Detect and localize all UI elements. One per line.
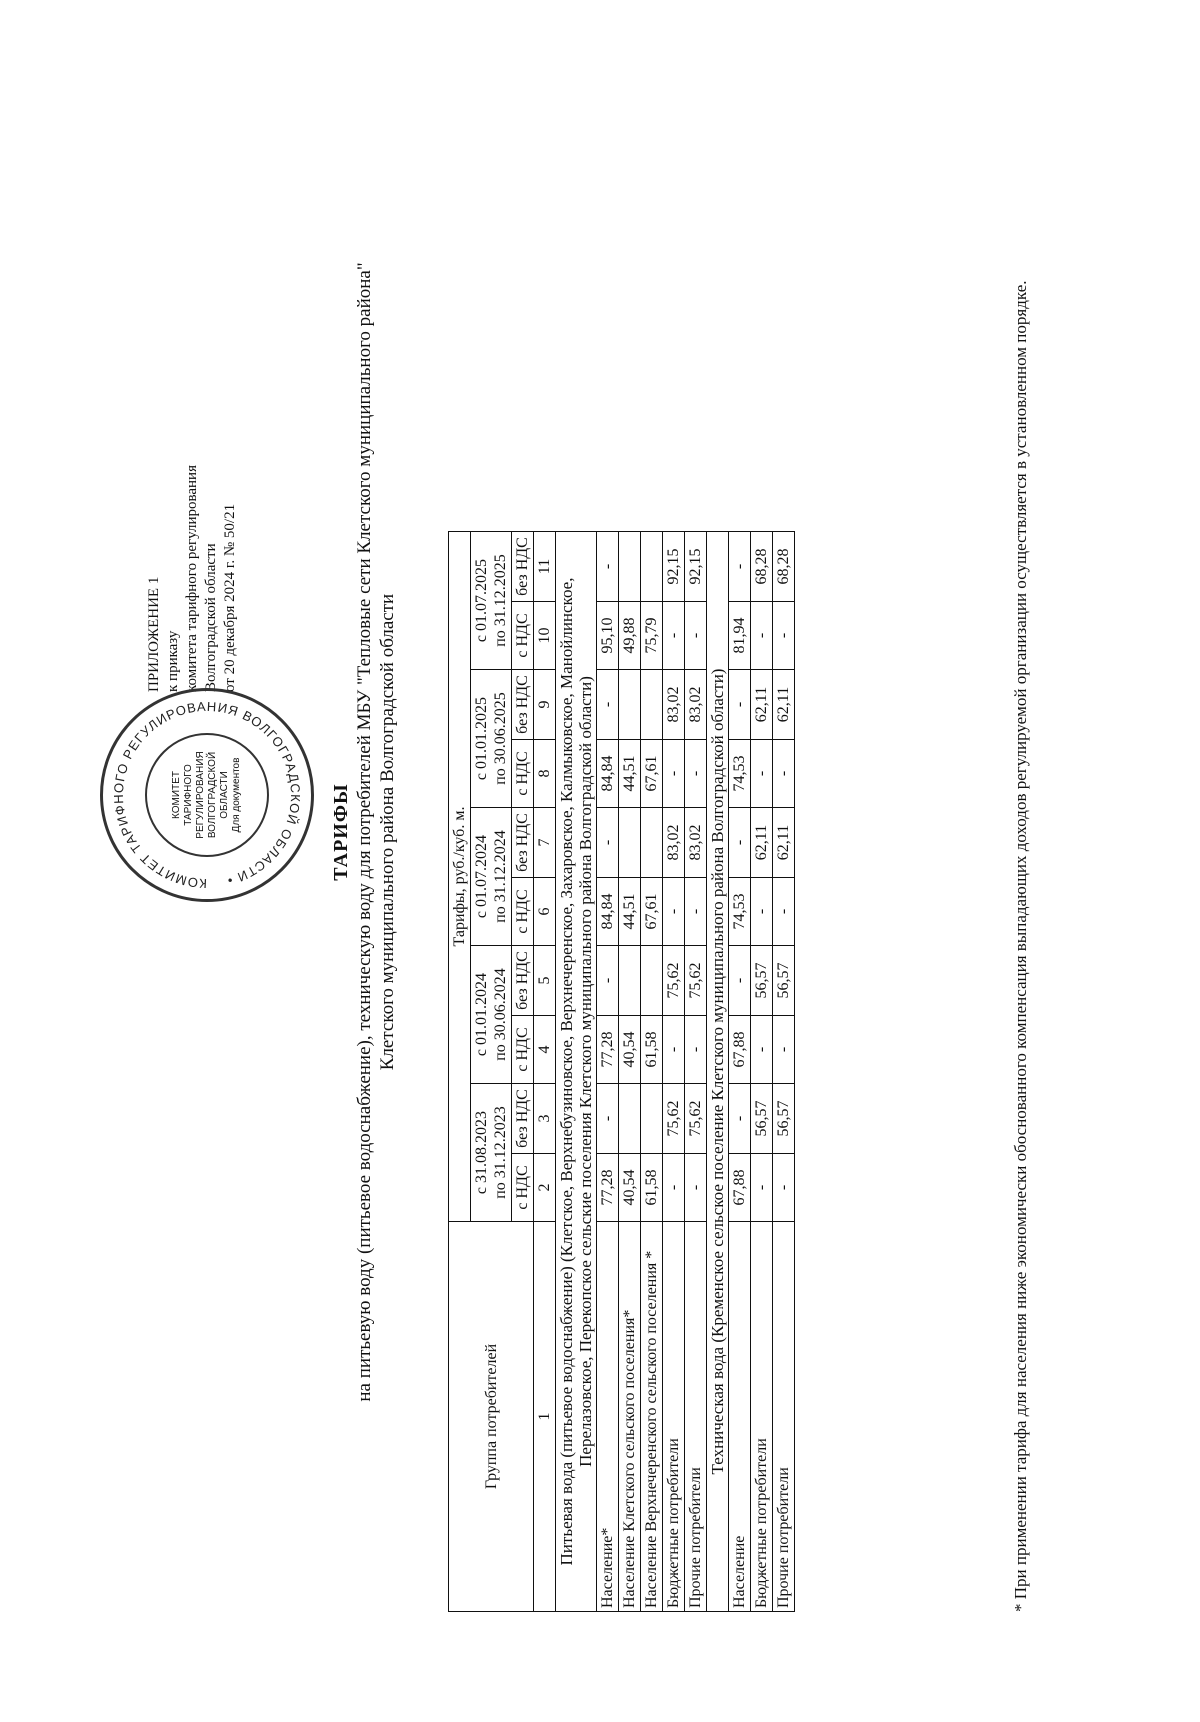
tariff-value-cell: -	[773, 1154, 795, 1222]
consumer-group-cell: Население	[729, 1222, 751, 1612]
tariff-value-cell: 40,54	[619, 1154, 641, 1222]
period-header	[471, 670, 512, 808]
tariff-value-cell: -	[751, 1016, 773, 1084]
tariff-value-cell: 83,02	[663, 808, 685, 878]
period-header	[471, 808, 512, 946]
tariff-value-cell: -	[751, 878, 773, 946]
tariff-value-cell: 74,53	[729, 740, 751, 808]
column-number: 7	[534, 808, 556, 878]
tariff-value-cell: -	[729, 946, 751, 1016]
tariff-value-cell	[641, 1084, 663, 1154]
period-line: с 01.01.2025	[473, 696, 490, 781]
tariff-value-cell	[619, 1084, 641, 1154]
seal-line: КОМИТЕТ	[171, 771, 182, 819]
tariff-value-cell: 62,11	[773, 808, 795, 878]
tariff-value-cell: -	[663, 1016, 685, 1084]
tariff-value-cell: -	[663, 602, 685, 670]
vat-without-header: без НДС	[512, 1084, 534, 1154]
appendix-line: комитета тарифного регулирования	[184, 465, 200, 692]
tariff-value-cell: -	[663, 878, 685, 946]
vat-with-header: с НДС	[512, 740, 534, 808]
tariff-value-cell: -	[773, 878, 795, 946]
column-number: 1	[534, 1222, 556, 1612]
tariff-value-cell: 67,88	[729, 1016, 751, 1084]
vat-without-header: без НДС	[512, 946, 534, 1016]
tariff-value-cell: -	[751, 740, 773, 808]
tariff-value-cell: 67,88	[729, 1154, 751, 1222]
table-row	[641, 532, 663, 1612]
tariff-value-cell: 77,28	[597, 1154, 619, 1222]
period-header	[471, 532, 512, 670]
tariff-value-cell	[641, 670, 663, 740]
consumer-group-cell: Бюджетные потребители	[663, 1222, 685, 1612]
tariff-value-cell: -	[729, 670, 751, 740]
period-line: по 31.12.2025	[492, 554, 509, 647]
table-row	[597, 532, 619, 1612]
tariff-value-cell: -	[597, 532, 619, 602]
tariff-value-cell: 56,57	[751, 1084, 773, 1154]
tariff-value-cell: 44,51	[619, 740, 641, 808]
tariff-value-cell: 62,11	[773, 670, 795, 740]
seal-line: Для документов	[231, 757, 242, 833]
tariff-value-cell: 68,28	[773, 532, 795, 602]
period-line: по 30.06.2024	[492, 968, 509, 1061]
tariff-value-cell: 62,11	[751, 808, 773, 878]
document-title: ТАРИФЫ	[330, 783, 352, 881]
tariff-value-cell: 83,02	[685, 808, 707, 878]
tariff-value-cell: 56,57	[773, 946, 795, 1016]
tariff-value-cell: 61,58	[641, 1016, 663, 1084]
tariff-value-cell: 74,53	[729, 878, 751, 946]
table-row	[751, 532, 773, 1612]
column-number: 6	[534, 878, 556, 946]
column-number: 5	[534, 946, 556, 1016]
tariff-value-cell: 56,57	[773, 1084, 795, 1154]
tariff-value-cell: 83,02	[685, 670, 707, 740]
table-row	[685, 532, 707, 1612]
vat-with-header: с НДС	[512, 878, 534, 946]
appendix-line: от 20 декабря 2024 г. № 50/21	[222, 503, 238, 692]
tariff-value-cell: 67,61	[641, 878, 663, 946]
tariff-table	[448, 531, 795, 1612]
svg-text:КОМИТЕТ ТАРИФНОГО РЕГУЛИРОВАНИ: КОМИТЕТ ТАРИФНОГО РЕГУЛИРОВАНИЯ ВОЛГОГРАДСКОЙ ОБЛАСТИ •	[110, 698, 304, 892]
tariff-value-cell: 92,15	[663, 532, 685, 602]
consumer-group-cell: Население Клетского сельского поселения*	[619, 1222, 641, 1612]
subtitle-line: Клетского муниципального района Волгоградской области	[377, 593, 398, 1071]
tariff-value-cell: -	[685, 1154, 707, 1222]
tariff-value-cell: 62,11	[751, 670, 773, 740]
section-title: Техническая вода (Кременское сельское поселение Клетского муниципального района Волгоградской области)	[707, 532, 729, 1612]
section-row	[707, 532, 729, 1612]
tariff-value-cell: 83,02	[663, 670, 685, 740]
tariff-value-cell	[619, 808, 641, 878]
tariff-value-cell: 81,94	[729, 602, 751, 670]
appendix-line: к приказу	[165, 630, 181, 692]
period-line: с 01.07.2024	[473, 834, 490, 919]
tariff-value-cell: -	[773, 1016, 795, 1084]
tariff-value-cell: 75,62	[685, 1084, 707, 1154]
period-line: по 30.06.2025	[492, 692, 509, 785]
table-row	[729, 532, 751, 1612]
table-row	[619, 532, 641, 1612]
period-line: с 01.01.2024	[473, 972, 490, 1057]
tariff-value-cell: 56,57	[751, 946, 773, 1016]
tariff-value-cell: -	[597, 670, 619, 740]
period-line: с 31.08.2023	[473, 1110, 490, 1195]
column-number: 4	[534, 1016, 556, 1084]
tariff-value-cell: 75,62	[663, 946, 685, 1016]
appendix-block	[145, 465, 240, 692]
tariff-value-cell: -	[685, 740, 707, 808]
column-number-row	[534, 532, 556, 1612]
tariff-value-cell	[619, 670, 641, 740]
tariff-value-cell: 92,15	[685, 532, 707, 602]
consumer-group-cell: Население Верхнечеренского сельского поселения *	[641, 1222, 663, 1612]
section-row	[556, 532, 597, 1612]
tariff-value-cell: 68,28	[751, 532, 773, 602]
tariff-value-cell: 49,88	[619, 602, 641, 670]
tariff-value-cell: -	[663, 740, 685, 808]
subtitle-line: на питьевую воду (питьевое водоснабжение), техническую воду для потребителей МБУ "Тепловые сети Клетского муниципального района"	[354, 262, 375, 1402]
consumer-group-cell: Население*	[597, 1222, 619, 1612]
tariff-value-cell: 95,10	[597, 602, 619, 670]
tariff-value-cell: 75,62	[663, 1084, 685, 1154]
vat-with-header: с НДС	[512, 1016, 534, 1084]
official-seal	[100, 688, 314, 902]
seal-center	[145, 733, 269, 857]
tariff-value-cell: -	[773, 740, 795, 808]
column-number: 11	[534, 532, 556, 602]
tariff-value-cell	[619, 532, 641, 602]
tariff-value-cell: -	[663, 1154, 685, 1222]
seal-line: ТАРИФНОГО	[183, 764, 194, 826]
tariff-value-cell: 75,62	[685, 946, 707, 1016]
period-line: по 31.12.2023	[492, 1106, 509, 1199]
tariff-value-cell: 84,84	[597, 740, 619, 808]
consumer-group-cell: Прочие потребители	[685, 1222, 707, 1612]
table-row	[773, 532, 795, 1612]
period-header	[471, 946, 512, 1084]
vat-without-header: без НДС	[512, 532, 534, 602]
tariff-value-cell: 61,58	[641, 1154, 663, 1222]
tariff-value-cell	[619, 946, 641, 1016]
column-number: 8	[534, 740, 556, 808]
tariff-value-cell: 77,28	[597, 1016, 619, 1084]
tariff-value-cell	[641, 808, 663, 878]
tariff-value-cell: 40,54	[619, 1016, 641, 1084]
tariff-table-body	[556, 532, 795, 1612]
appendix-line: Волгоградской области	[203, 543, 219, 692]
tariff-value-cell: -	[597, 808, 619, 878]
seal-line: ОБЛАСТИ	[219, 771, 230, 819]
tariff-value-cell: -	[685, 1016, 707, 1084]
table-row	[663, 532, 685, 1612]
period-header	[471, 1084, 512, 1222]
column-number: 3	[534, 1084, 556, 1154]
tariff-value-cell: -	[773, 602, 795, 670]
vat-with-header: с НДС	[512, 602, 534, 670]
tariff-value-cell: -	[751, 1154, 773, 1222]
tariff-value-cell: 67,61	[641, 740, 663, 808]
footnote: * При применении тарифа для населения ниже экономически обоснованного компенсация выпадающих доходов регулируемой организации осуществляется в установленном порядке.	[1011, 280, 1030, 1612]
tariff-value-cell: -	[597, 946, 619, 1016]
title-block	[330, 192, 399, 1472]
tariff-value-cell: -	[729, 532, 751, 602]
appendix-line: ПРИЛОЖЕНИЕ 1	[146, 576, 162, 692]
tariff-value-cell: 44,51	[619, 878, 641, 946]
tariff-value-cell	[641, 532, 663, 602]
tariff-value-cell: -	[685, 878, 707, 946]
vat-without-header: без НДС	[512, 808, 534, 878]
tariff-value-cell: 84,84	[597, 878, 619, 946]
seal-line: ВОЛГОГРАДСКОЙ	[207, 751, 218, 839]
vat-without-header: без НДС	[512, 670, 534, 740]
tariff-value-cell	[641, 946, 663, 1016]
consumer-group-cell: Бюджетные потребители	[751, 1222, 773, 1612]
column-number: 10	[534, 602, 556, 670]
tariff-header: Тарифы, руб./куб. м.	[449, 532, 471, 1222]
period-line: с 01.07.2025	[473, 558, 490, 643]
tariff-value-cell: -	[751, 602, 773, 670]
period-line: по 31.12.2024	[492, 830, 509, 923]
column-number: 9	[534, 670, 556, 740]
tariff-value-cell: -	[729, 808, 751, 878]
seal-line: РЕГУЛИРОВАНИЯ	[195, 751, 206, 839]
section-title: Питьевая вода (питьевое водоснабжение) (Клетское, Верхнебузиновское, Верхнечеренское, Захаровское, Калмыковское, Манойлинское, Перелазовское, Перекопское сельские поселения Клетского муниципального района Волгоградской области)	[556, 532, 597, 1612]
tariff-value-cell: -	[685, 602, 707, 670]
tariff-value-cell: -	[597, 1084, 619, 1154]
tariff-value-cell: 75,79	[641, 602, 663, 670]
vat-with-header: с НДС	[512, 1154, 534, 1222]
consumer-group-cell: Прочие потребители	[773, 1222, 795, 1612]
column-number: 2	[534, 1154, 556, 1222]
group-header: Группа потребителей	[449, 1222, 534, 1612]
tariff-value-cell: -	[729, 1084, 751, 1154]
